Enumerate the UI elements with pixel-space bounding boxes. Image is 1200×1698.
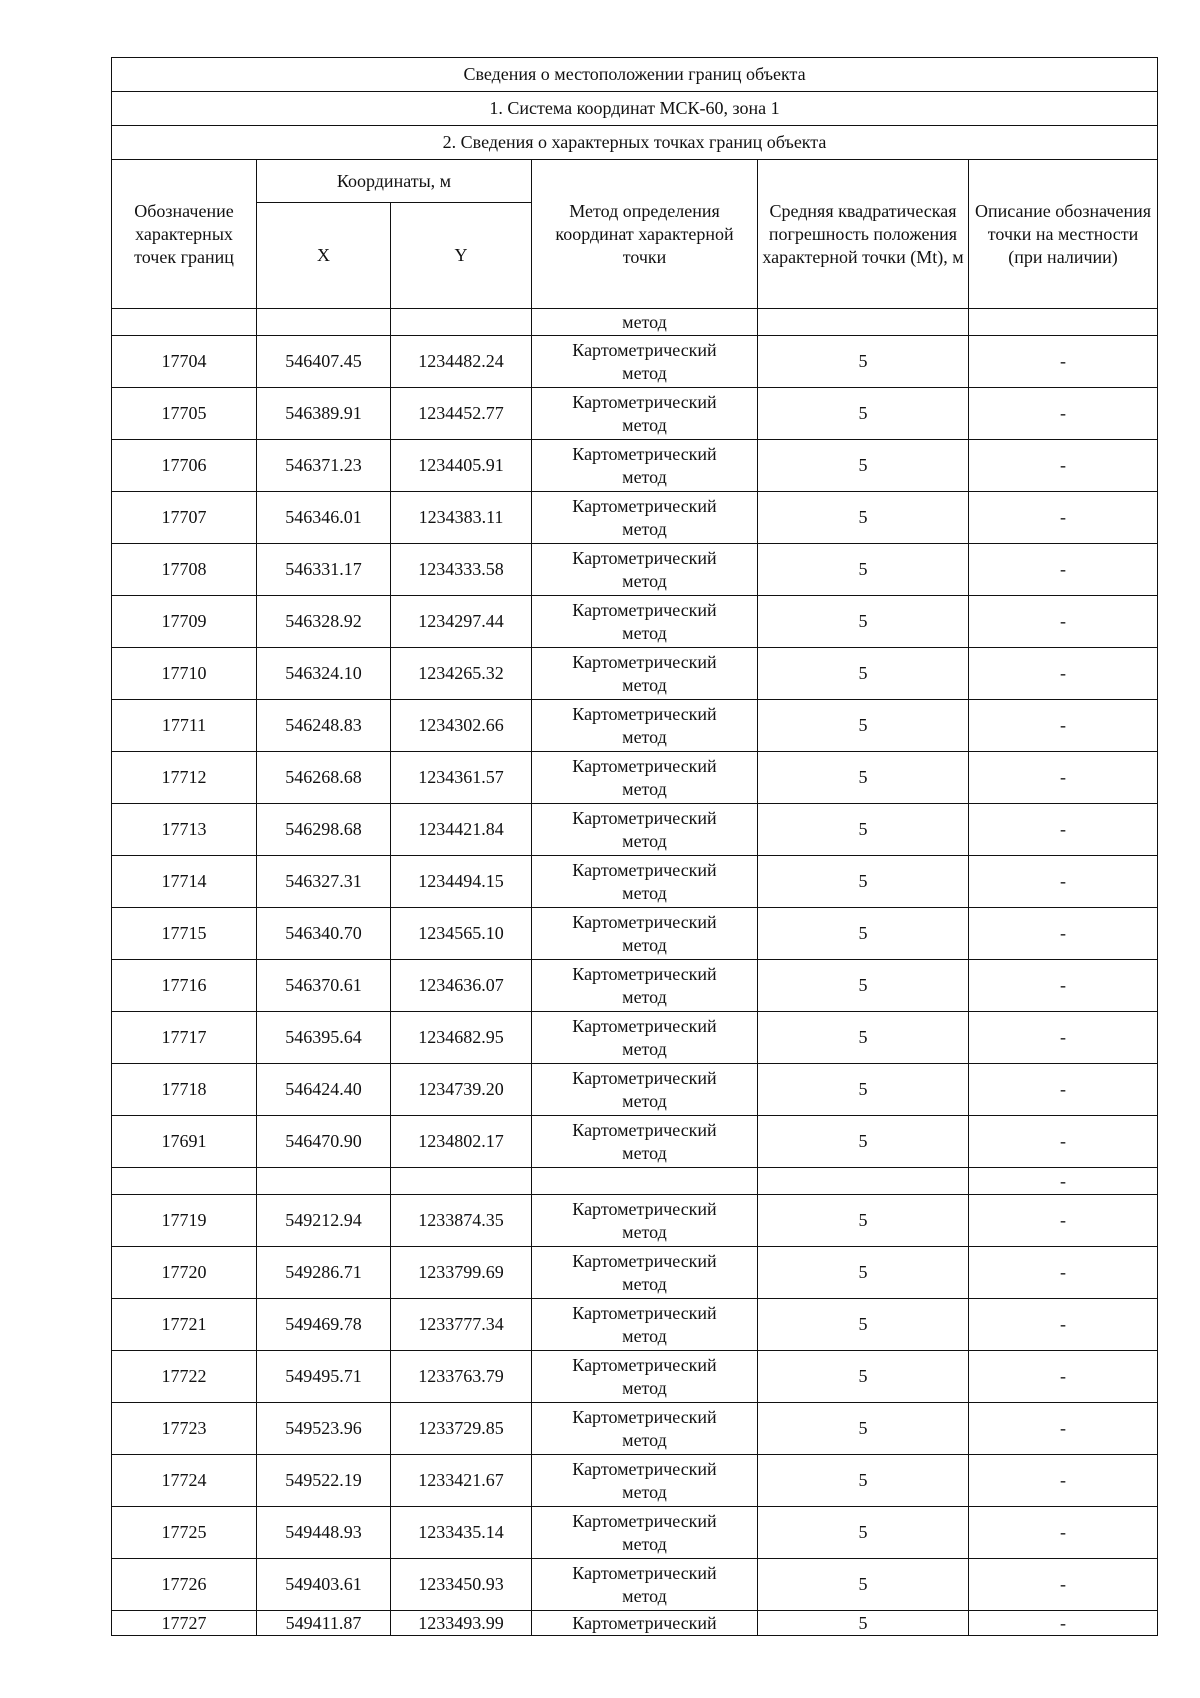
mean-error: 5: [758, 856, 969, 908]
table-row: [112, 1351, 1158, 1403]
coord-x: 546268.68: [257, 752, 391, 804]
table-row: [112, 856, 1158, 908]
coord-y: 1234452.77: [391, 388, 532, 440]
point-description: -: [969, 1507, 1158, 1559]
point-description: -: [969, 960, 1158, 1012]
point-description: -: [969, 648, 1158, 700]
point-id: 17718: [112, 1064, 257, 1116]
method-line1: Картометрический: [572, 963, 717, 984]
coord-x: 546340.70: [257, 908, 391, 960]
point-description: -: [969, 804, 1158, 856]
method-line1: Картометрический: [572, 1458, 717, 1479]
coord-y: 1234739.20: [391, 1064, 532, 1116]
method-line1: Картометрический: [572, 1406, 717, 1427]
coord-y: 1233777.34: [391, 1299, 532, 1351]
coord-x: 546395.64: [257, 1012, 391, 1064]
point-description: -: [969, 1247, 1158, 1299]
method-cell: [532, 752, 758, 804]
coord-y: 1233421.67: [391, 1455, 532, 1507]
separator-description: -: [969, 1168, 1158, 1195]
table-row: [112, 1116, 1158, 1168]
mean-error: 5: [758, 1507, 969, 1559]
point-id: 17709: [112, 596, 257, 648]
point-id: 17711: [112, 700, 257, 752]
cell-empty: [257, 309, 391, 336]
coord-y: 1234682.95: [391, 1012, 532, 1064]
cell-empty: [969, 309, 1158, 336]
point-id: 17721: [112, 1299, 257, 1351]
coord-y: 1234302.66: [391, 700, 532, 752]
mean-error: 5: [758, 1351, 969, 1403]
method-cell: [532, 1064, 758, 1116]
point-description: -: [969, 388, 1158, 440]
mean-error: 5: [758, 1299, 969, 1351]
mean-error: 5: [758, 388, 969, 440]
method-line2: метод: [622, 1273, 667, 1294]
mean-error: 5: [758, 700, 969, 752]
coord-x: 546371.23: [257, 440, 391, 492]
header-description: Описание обозначения точки на местности (при наличии): [969, 160, 1158, 309]
cell-empty: [758, 1168, 969, 1195]
continuation-row: [112, 309, 1158, 336]
point-id: 17726: [112, 1559, 257, 1611]
method-line2: метод: [622, 622, 667, 643]
mean-error: 5: [758, 1247, 969, 1299]
method-cell: [532, 960, 758, 1012]
header-error: Средняя квадратическая погрешность положения характерной точки (Mt), м: [758, 160, 969, 309]
header-point-id: Обозначение характерных точек границ: [112, 160, 257, 309]
method-line2: метод: [622, 934, 667, 955]
coord-y: 1233874.35: [391, 1195, 532, 1247]
method-cell: [532, 336, 758, 388]
coord-x: 546470.90: [257, 1116, 391, 1168]
method-line1: Картометрический: [572, 1015, 717, 1036]
mean-error: 5: [758, 1012, 969, 1064]
method-line1: Картометрический: [572, 1119, 717, 1140]
continuation-method: метод: [532, 309, 758, 336]
method-line2: метод: [622, 1221, 667, 1242]
cell-empty: [532, 1168, 758, 1195]
point-id: 17720: [112, 1247, 257, 1299]
point-id: 17713: [112, 804, 257, 856]
table-row: [112, 1403, 1158, 1455]
table-row: [112, 1611, 1158, 1636]
method-cell: [532, 908, 758, 960]
point-id: 17723: [112, 1403, 257, 1455]
cell-empty: [758, 309, 969, 336]
separator-row: [112, 1168, 1158, 1195]
point-description: -: [969, 1611, 1158, 1636]
method-line2: метод: [622, 1533, 667, 1554]
coord-x: 549411.87: [257, 1611, 391, 1636]
coordinates-sheet: [111, 57, 1157, 1636]
coord-x: 549448.93: [257, 1507, 391, 1559]
table-row: [112, 1299, 1158, 1351]
mean-error: 5: [758, 1559, 969, 1611]
mean-error: 5: [758, 804, 969, 856]
point-id: 17705: [112, 388, 257, 440]
point-description: -: [969, 1403, 1158, 1455]
method-line1: Картометрический: [572, 599, 717, 620]
point-id: 17724: [112, 1455, 257, 1507]
table-row: [112, 492, 1158, 544]
point-description: -: [969, 336, 1158, 388]
header-method: Метод определения координат характерной точки: [532, 160, 758, 309]
point-description: -: [969, 1351, 1158, 1403]
method-cell: [532, 1195, 758, 1247]
table-row: [112, 440, 1158, 492]
coord-x: 546298.68: [257, 804, 391, 856]
mean-error: 5: [758, 1064, 969, 1116]
method-line2: метод: [622, 778, 667, 799]
point-id: 17716: [112, 960, 257, 1012]
coord-x: 546389.91: [257, 388, 391, 440]
mean-error: 5: [758, 492, 969, 544]
method-line2: метод: [622, 466, 667, 487]
point-id: 17708: [112, 544, 257, 596]
coord-x: 546407.45: [257, 336, 391, 388]
coord-x: 546328.92: [257, 596, 391, 648]
table-row: [112, 908, 1158, 960]
method-line2: метод: [622, 986, 667, 1007]
table-row: [112, 1012, 1158, 1064]
method-line1: Картометрический: [572, 1067, 717, 1088]
method-cell: [532, 492, 758, 544]
point-id: 17712: [112, 752, 257, 804]
method-line1: Картометрический: [572, 1510, 717, 1531]
point-description: -: [969, 908, 1158, 960]
table-row: [112, 596, 1158, 648]
method-line2: метод: [622, 830, 667, 851]
coord-y: 1233450.93: [391, 1559, 532, 1611]
table-row: [112, 804, 1158, 856]
coord-x: 546248.83: [257, 700, 391, 752]
coord-y: 1234802.17: [391, 1116, 532, 1168]
method-line1: Картометрический: [572, 443, 717, 464]
point-description: -: [969, 1064, 1158, 1116]
method-line1: Картометрический: [572, 1562, 717, 1583]
mean-error: 5: [758, 752, 969, 804]
mean-error: 5: [758, 596, 969, 648]
cell-empty: [112, 309, 257, 336]
method-line2: метод: [622, 1481, 667, 1502]
point-description: -: [969, 1195, 1158, 1247]
method-line1: Картометрический: [572, 859, 717, 880]
coord-x: 546331.17: [257, 544, 391, 596]
table-row: [112, 1247, 1158, 1299]
method-cell: [532, 1012, 758, 1064]
method-line1: Картометрический: [572, 1354, 717, 1375]
coord-y: 1233799.69: [391, 1247, 532, 1299]
method-line2: метод: [622, 362, 667, 383]
method-cell: [532, 596, 758, 648]
table-row: [112, 700, 1158, 752]
method-line1: Картометрический: [572, 1198, 717, 1219]
method-cell: [532, 388, 758, 440]
coord-x: 549495.71: [257, 1351, 391, 1403]
mean-error: 5: [758, 1611, 969, 1636]
point-id: 17722: [112, 1351, 257, 1403]
point-id: 17727: [112, 1611, 257, 1636]
point-id: 17717: [112, 1012, 257, 1064]
point-description: -: [969, 700, 1158, 752]
method-cell: [532, 440, 758, 492]
mean-error: 5: [758, 648, 969, 700]
point-description: -: [969, 492, 1158, 544]
method-line2: метод: [622, 1429, 667, 1450]
point-id: 17706: [112, 440, 257, 492]
point-description: -: [969, 1299, 1158, 1351]
method-cell: [532, 804, 758, 856]
point-id: 17714: [112, 856, 257, 908]
mean-error: 5: [758, 1195, 969, 1247]
points-section-title: 2. Сведения о характерных точках границ объекта: [112, 126, 1158, 160]
method-cell: [532, 1351, 758, 1403]
point-description: -: [969, 856, 1158, 908]
point-id: 17725: [112, 1507, 257, 1559]
coord-y: 1234636.07: [391, 960, 532, 1012]
method-line2: метод: [622, 1038, 667, 1059]
coord-x: 549469.78: [257, 1299, 391, 1351]
table-row: [112, 336, 1158, 388]
coord-y: 1233763.79: [391, 1351, 532, 1403]
point-id: 17715: [112, 908, 257, 960]
method-cell: [532, 700, 758, 752]
table-row: [112, 752, 1158, 804]
table-title: Сведения о местоположении границ объекта: [112, 58, 1158, 92]
coord-x: 546370.61: [257, 960, 391, 1012]
method-line2: метод: [622, 726, 667, 747]
coord-y: 1234565.10: [391, 908, 532, 960]
coord-y: 1233493.99: [391, 1611, 532, 1636]
mean-error: 5: [758, 440, 969, 492]
method-cell: [532, 1403, 758, 1455]
method-line1: Картометрический: [572, 755, 717, 776]
coord-y: 1234405.91: [391, 440, 532, 492]
method-cell: [532, 544, 758, 596]
cell-empty: [391, 1168, 532, 1195]
boundary-points-table: [111, 57, 1158, 1636]
coord-x: 549522.19: [257, 1455, 391, 1507]
method-cell: [532, 1299, 758, 1351]
coord-y: 1234333.58: [391, 544, 532, 596]
coord-x: 546324.10: [257, 648, 391, 700]
point-description: -: [969, 544, 1158, 596]
coord-x: 546346.01: [257, 492, 391, 544]
coord-x: 549212.94: [257, 1195, 391, 1247]
mean-error: 5: [758, 336, 969, 388]
coord-x: 549403.61: [257, 1559, 391, 1611]
point-id: 17704: [112, 336, 257, 388]
header-y: Y: [391, 203, 532, 309]
method-line1: Картометрический: [572, 391, 717, 412]
table-row: [112, 388, 1158, 440]
mean-error: 5: [758, 1116, 969, 1168]
method-line2: метод: [622, 1142, 667, 1163]
method-line2: метод: [622, 674, 667, 695]
method-line1: Картометрический: [572, 1250, 717, 1271]
point-id: 17691: [112, 1116, 257, 1168]
point-description: -: [969, 1455, 1158, 1507]
method-line2: метод: [622, 570, 667, 591]
method-line2: метод: [622, 518, 667, 539]
mean-error: 5: [758, 1455, 969, 1507]
method-cell: [532, 1116, 758, 1168]
method-line1: Картометрический: [572, 547, 717, 568]
coord-y: 1234482.24: [391, 336, 532, 388]
cell-empty: [391, 309, 532, 336]
mean-error: 5: [758, 1403, 969, 1455]
method-line2: метод: [622, 1585, 667, 1606]
table-row: [112, 544, 1158, 596]
method-cell: [532, 856, 758, 908]
point-description: -: [969, 596, 1158, 648]
header-x: X: [257, 203, 391, 309]
coord-x: 549286.71: [257, 1247, 391, 1299]
method-line1: Картометрический: [572, 495, 717, 516]
method-cell: [532, 1507, 758, 1559]
method-line1: Картометрический: [572, 339, 717, 360]
point-description: -: [969, 1116, 1158, 1168]
mean-error: 5: [758, 544, 969, 596]
method-line1: Картометрический: [572, 651, 717, 672]
coordinate-system-title: 1. Система координат МСК-60, зона 1: [112, 92, 1158, 126]
point-description: -: [969, 440, 1158, 492]
header-coordinates: Координаты, м: [257, 160, 532, 203]
method-line1: Картометрический: [572, 1302, 717, 1323]
method-cell: Картометрический: [532, 1611, 758, 1636]
coord-y: 1234494.15: [391, 856, 532, 908]
coord-x: 549523.96: [257, 1403, 391, 1455]
table-row: [112, 1195, 1158, 1247]
coord-y: 1234383.11: [391, 492, 532, 544]
point-id: 17710: [112, 648, 257, 700]
point-id: 17707: [112, 492, 257, 544]
mean-error: 5: [758, 908, 969, 960]
method-line1: Картометрический: [572, 703, 717, 724]
method-line2: метод: [622, 1377, 667, 1398]
point-description: -: [969, 752, 1158, 804]
table-row: [112, 1064, 1158, 1116]
point-description: -: [969, 1012, 1158, 1064]
cell-empty: [112, 1168, 257, 1195]
mean-error: 5: [758, 960, 969, 1012]
method-line2: метод: [622, 882, 667, 903]
coord-y: 1234421.84: [391, 804, 532, 856]
table-row: [112, 960, 1158, 1012]
method-line1: Картометрический: [572, 911, 717, 932]
method-cell: [532, 1455, 758, 1507]
method-cell: [532, 1559, 758, 1611]
coord-y: 1234297.44: [391, 596, 532, 648]
point-id: 17719: [112, 1195, 257, 1247]
coord-y: 1233435.14: [391, 1507, 532, 1559]
table-row: [112, 1455, 1158, 1507]
table-row: [112, 648, 1158, 700]
table-row: [112, 1559, 1158, 1611]
point-description: -: [969, 1559, 1158, 1611]
method-line2: метод: [622, 414, 667, 435]
coord-y: 1233729.85: [391, 1403, 532, 1455]
cell-empty: [257, 1168, 391, 1195]
method-cell: [532, 1247, 758, 1299]
method-cell: [532, 648, 758, 700]
coord-x: 546424.40: [257, 1064, 391, 1116]
table-row: [112, 1507, 1158, 1559]
method-line2: метод: [622, 1090, 667, 1111]
coord-y: 1234361.57: [391, 752, 532, 804]
coord-y: 1234265.32: [391, 648, 532, 700]
method-line2: метод: [622, 1325, 667, 1346]
coord-x: 546327.31: [257, 856, 391, 908]
method-line1: Картометрический: [572, 807, 717, 828]
